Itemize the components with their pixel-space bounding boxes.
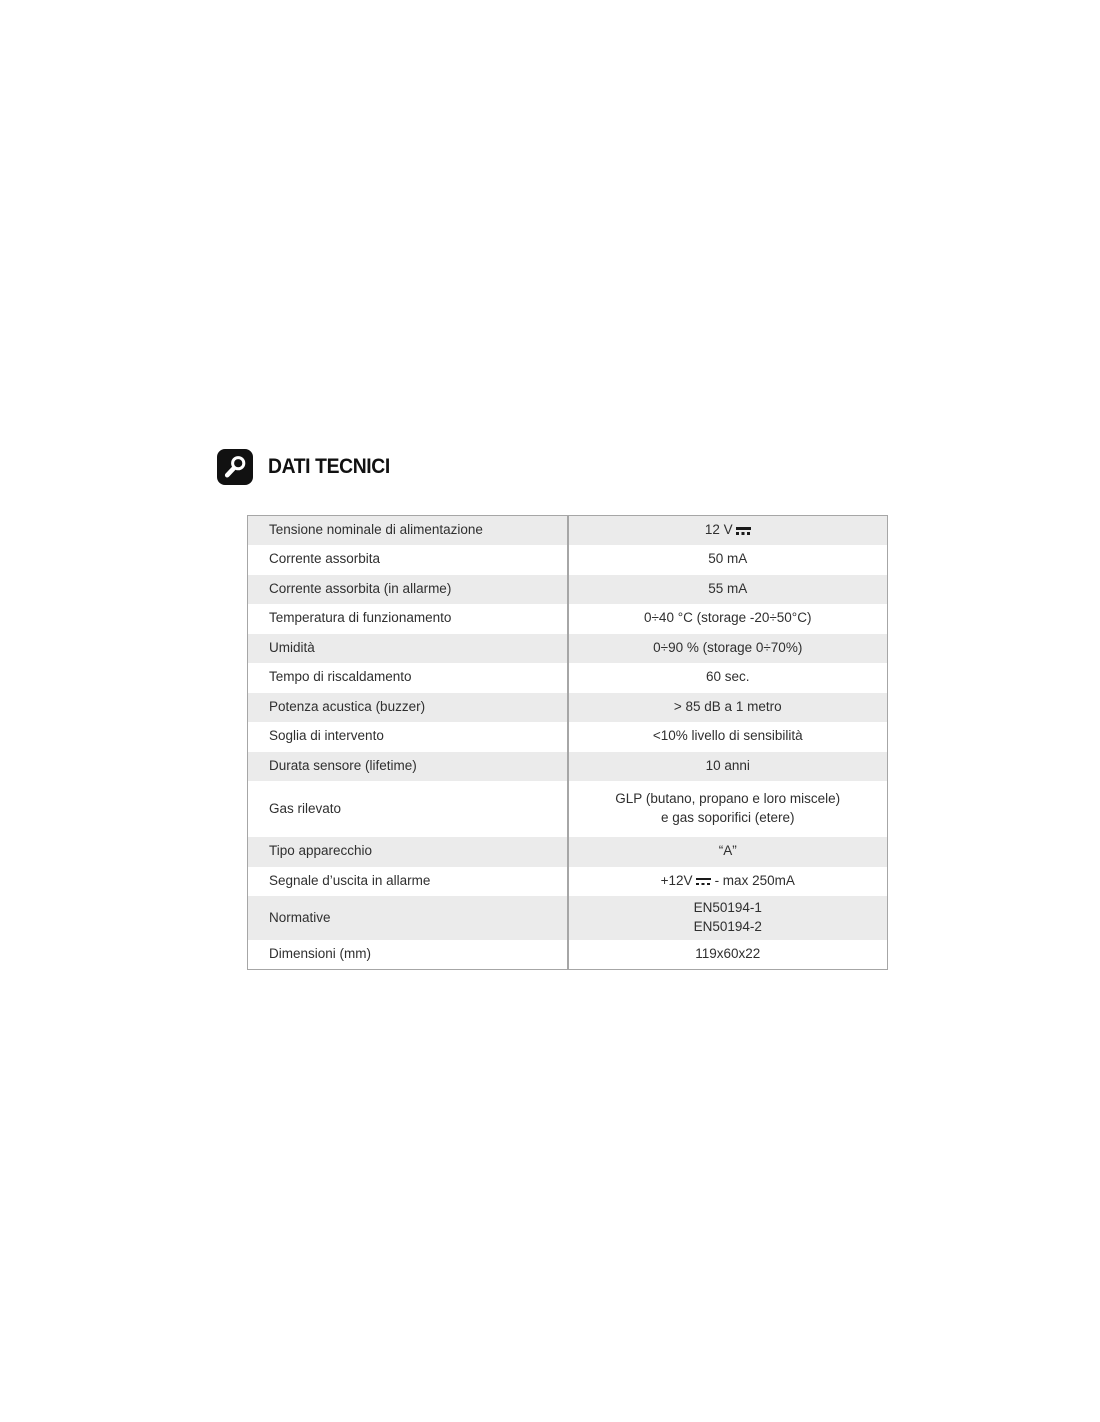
spec-label: Potenza acustica (buzzer) <box>248 693 568 723</box>
spec-value-line2: e gas soporifici (etere) <box>660 810 795 825</box>
spec-value-line1: GLP (butano, propano e loro miscele) <box>615 791 841 807</box>
table-row <box>248 575 888 605</box>
table-row <box>248 634 888 664</box>
technical-data-table <box>247 515 888 970</box>
table-row <box>248 781 888 837</box>
spec-value: 119x60x22 <box>695 946 761 962</box>
spec-label: Dimensioni (mm) <box>248 940 568 970</box>
spec-value: <10% livello di sensibilità <box>652 728 803 744</box>
spec-value: > 85 dB a 1 metro <box>673 698 782 714</box>
spec-value: 55 mA <box>708 580 748 596</box>
spec-value-text: 12 V <box>704 522 733 538</box>
spec-label: Normative <box>248 896 568 940</box>
spec-value <box>568 781 888 837</box>
spec-label: Umidità <box>248 634 568 664</box>
table-row <box>248 867 888 897</box>
spec-value: 10 anni <box>705 757 750 773</box>
spec-label: Tensione nominale di alimentazione <box>248 516 568 546</box>
table-row <box>248 722 888 752</box>
table-row <box>248 663 888 693</box>
table-row <box>248 896 888 940</box>
table-row <box>248 837 888 867</box>
spec-label: Corrente assorbita (in allarme) <box>248 575 568 605</box>
dc-current-icon <box>736 526 751 535</box>
spec-value: 50 mA <box>708 551 748 567</box>
spec-value: “A” <box>718 843 737 859</box>
table-row <box>248 545 888 575</box>
table-row <box>248 752 888 782</box>
spec-label: Tipo apparecchio <box>248 837 568 867</box>
spec-label: Soglia di intervento <box>248 722 568 752</box>
spec-value-line2: EN50194-2 <box>693 919 762 934</box>
magnifier-icon <box>217 449 253 485</box>
spec-label: Segnale d’uscita in allarme <box>248 867 568 897</box>
spec-value-suffix: - max 250mA <box>714 872 795 888</box>
spec-value-prefix: +12V <box>660 872 693 888</box>
table-row <box>248 604 888 634</box>
spec-label: Corrente assorbita <box>248 545 568 575</box>
spec-label: Durata sensore (lifetime) <box>248 752 568 782</box>
spec-value <box>568 896 888 940</box>
table-row <box>248 693 888 723</box>
spec-value <box>568 867 888 897</box>
table-row <box>248 940 888 970</box>
section-header <box>217 449 400 485</box>
spec-value <box>568 516 888 546</box>
page-title: DATI TECNICI <box>268 455 390 478</box>
spec-value: 60 sec. <box>705 669 750 685</box>
spec-value-line1: EN50194-1 <box>693 900 762 916</box>
spec-label: Tempo di riscaldamento <box>248 663 568 693</box>
spec-label: Gas rilevato <box>248 781 568 837</box>
spec-label: Temperatura di funzionamento <box>248 604 568 634</box>
spec-value: 0÷40 °C (storage -20÷50°C) <box>644 610 812 626</box>
spec-value: 0÷90 % (storage 0÷70%) <box>653 639 803 655</box>
table-row <box>248 516 888 546</box>
dc-current-icon <box>696 877 711 886</box>
